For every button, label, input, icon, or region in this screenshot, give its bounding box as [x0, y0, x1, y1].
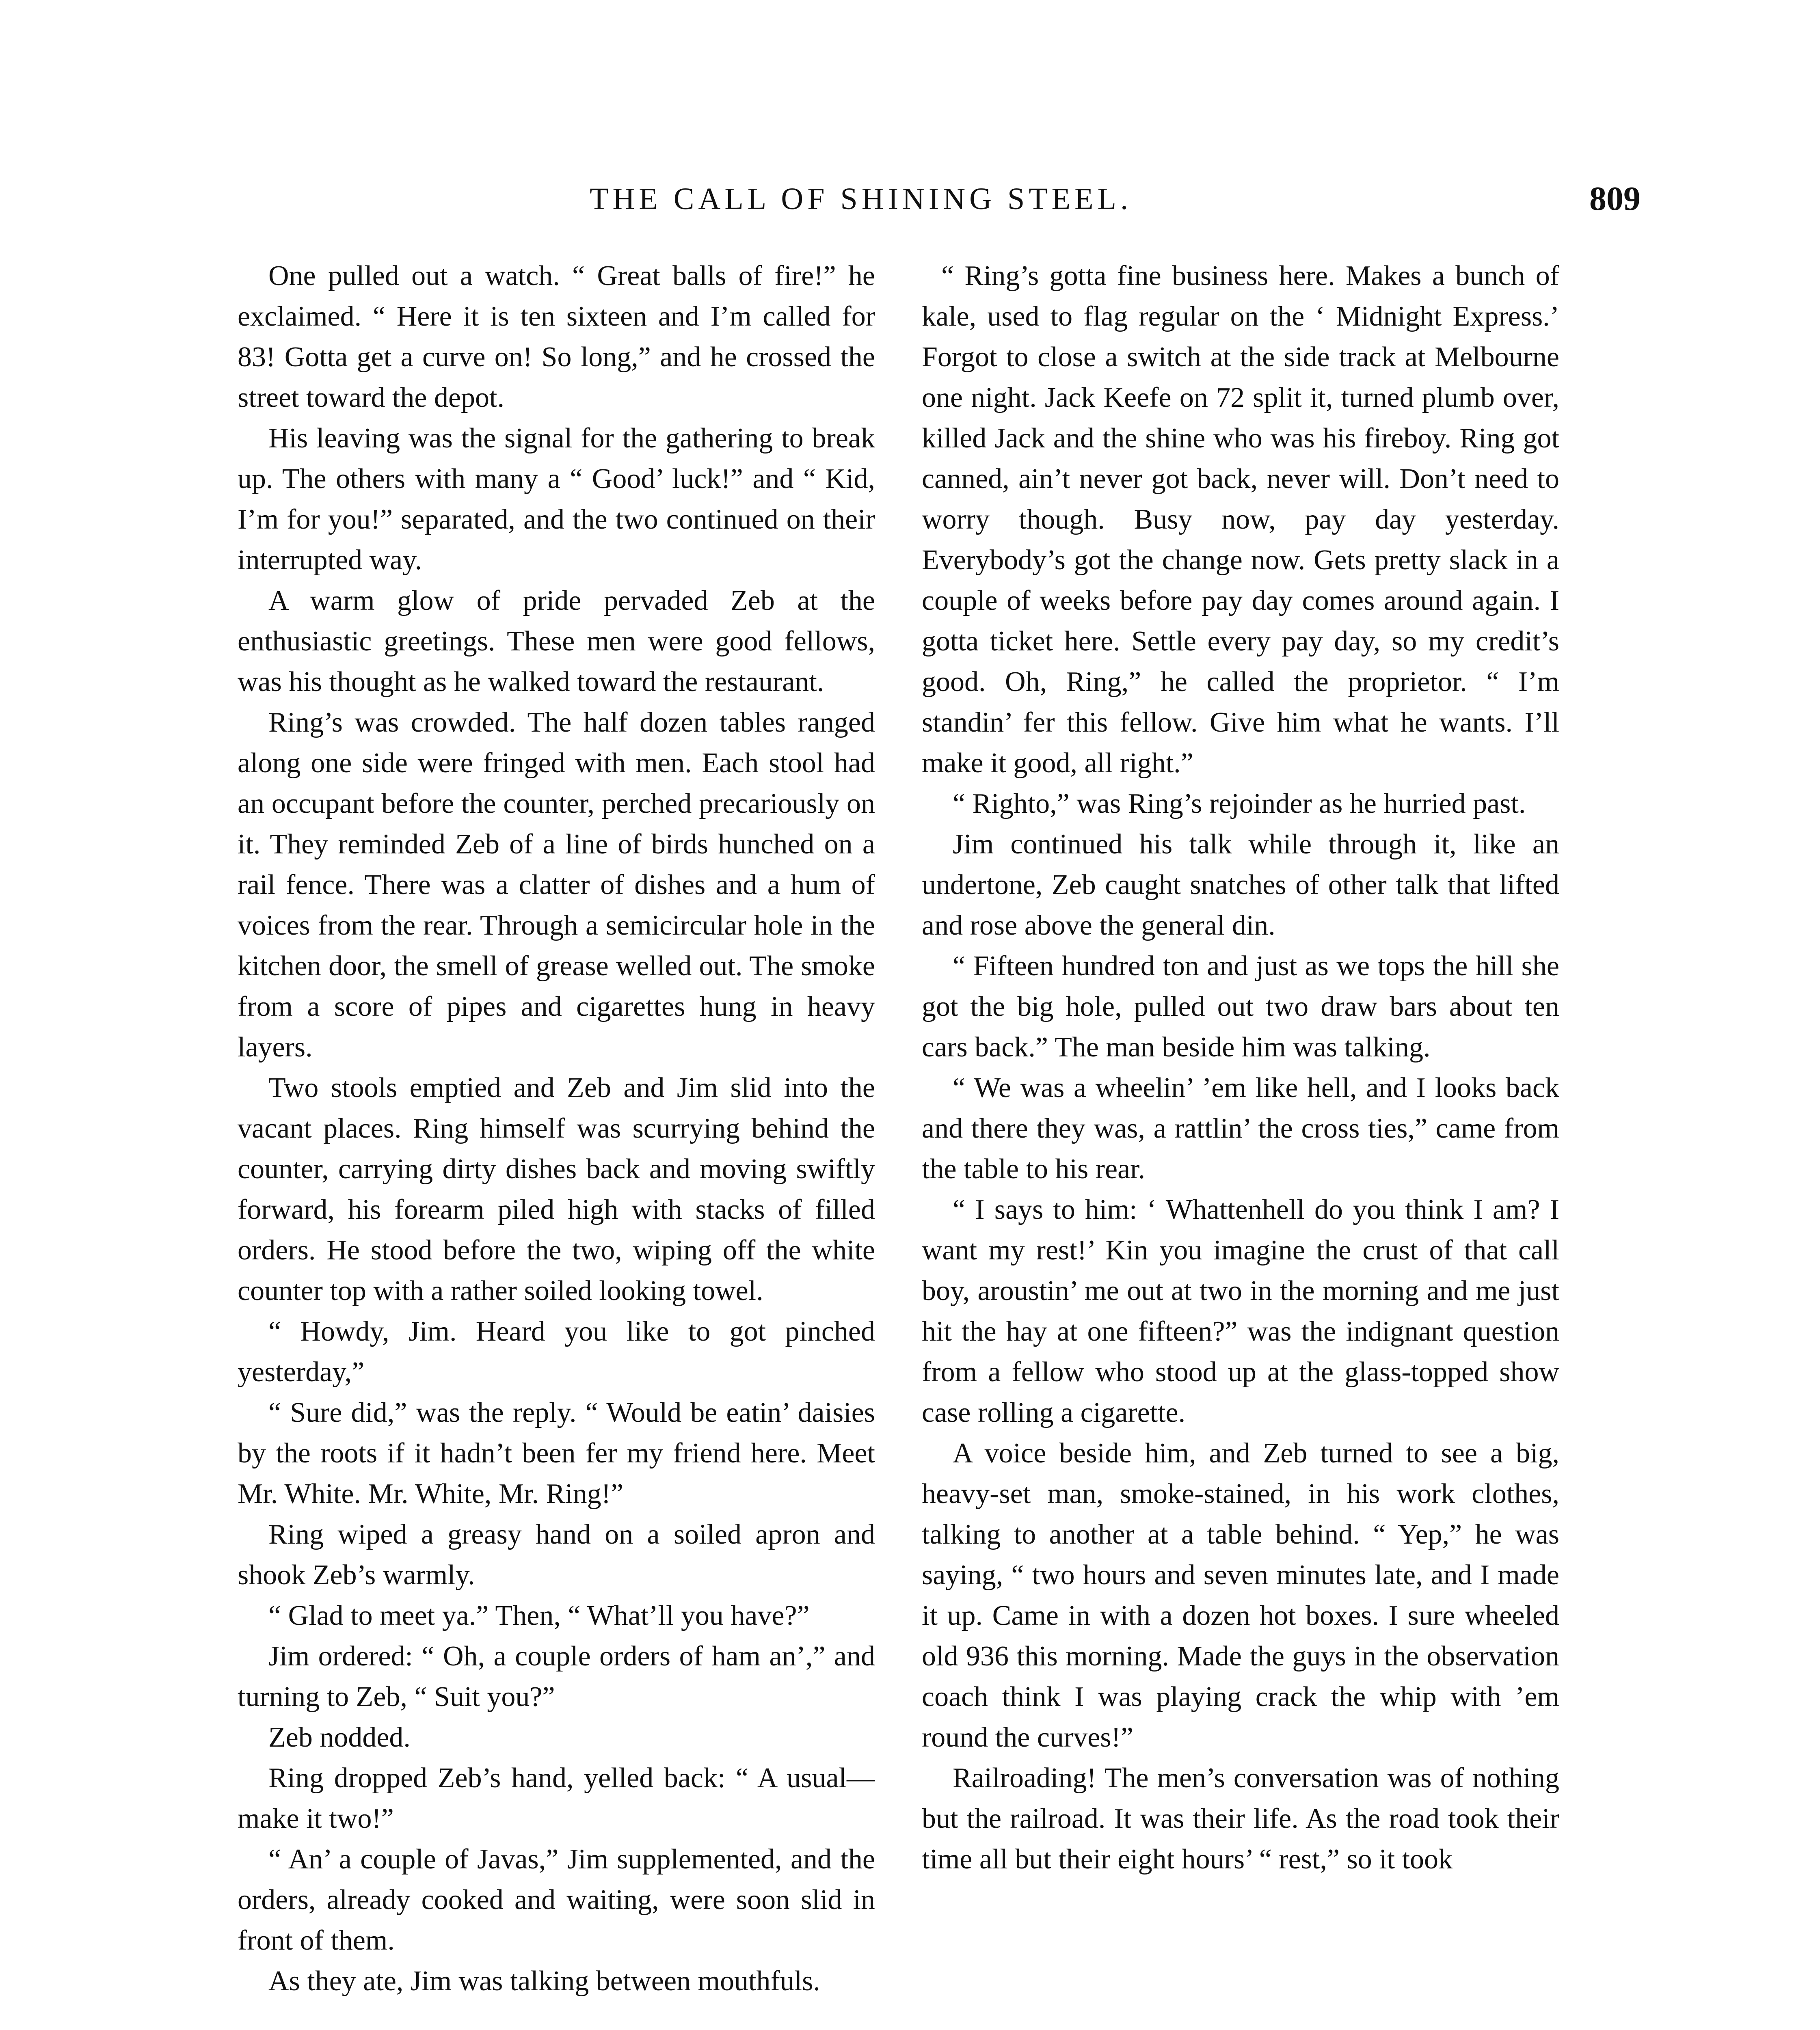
paragraph: “ I says to him: ‘ Whattenhell do you think I am? I want my rest!’ Kin you imagine the crust of that call boy, aroustin’ me out at two in the morning and me just hit the hay at one fifteen?” was the indignant question from a fellow who stood up at the glass-topped show case rolling a cigarette.: [922, 1194, 1559, 1428]
paragraph: Ring wiped a greasy hand on a soiled apron and shook Zeb’s warmly.: [238, 1519, 875, 1591]
paragraph: His leaving was the signal for the gathering to break up. The others with many a “ Good’ luck!” and “ Kid, I’m for you!” separated, and the two continued on their interrupted way.: [238, 423, 875, 576]
paragraph: “ We was a wheelin’ ’em like hell, and I looks back and there they was, a rattlin’ the cross ties,” came from the table to his rear.: [922, 1072, 1559, 1185]
paragraph: “ Glad to meet ya.” Then, “ What’ll you have?”: [268, 1600, 810, 1631]
paragraph: “ Righto,” was Ring’s rejoinder as he hurried past.: [953, 788, 1526, 819]
paragraph: “ Howdy, Jim. Heard you like to got pinched yesterday,”: [238, 1316, 875, 1388]
paragraph: “ Fifteen hundred ton and just as we tops the hill she got the big hole, pulled out two draw bars about ten cars back.” The man beside him was talking.: [922, 950, 1559, 1063]
paragraph: A voice beside him, and Zeb turned to see a big, heavy-set man, smoke-stained, in his work clothes, talking to another at a table behind. “ Yep,” he was saying, “ two hours and seven minutes late, and I made it up. Came in with a dozen hot boxes. I sure wheeled old 936 this morning. Made the guys in the observation coach think I was playing crack the whip with ’em round the curves!”: [922, 1438, 1559, 1753]
paragraph: Ring dropped Zeb’s hand, yelled back: “ A usual—make it two!”: [238, 1762, 875, 1834]
paragraph: Railroading! The men’s conversation was of nothing but the railroad. It was their life. As the road took their time all but their eight hours’ “ rest,” so it took: [922, 1762, 1559, 1875]
paragraph: “ Sure did,” was the reply. “ Would be eatin’ daisies by the roots if it hadn’t been fer my friend here. Meet Mr. White. Mr. White, Mr. Ring!”: [238, 1397, 875, 1510]
paragraph: As they ate, Jim was talking between mouthfuls.: [268, 1965, 820, 1997]
paragraph: A warm glow of pride pervaded Zeb at the enthusiastic greetings. These men were good fellows, was his thought as he walked toward the restaurant.: [238, 585, 875, 698]
paragraph: Jim ordered: “ Oh, a couple orders of ham an’,” and turning to Zeb, “ Suit you?”: [238, 1641, 875, 1713]
left-text-column: [238, 256, 875, 2030]
paragraph: Ring’s was crowded. The half dozen tables ranged along one side were fringed with men. Each stool had an occupant before the counter, perched precariously on it. They reminded Zeb of a line of birds hunched on a rail fence. There was a clatter of dishes and a hum of voices from the rear. Through a semicircular hole in the kitchen door, the smell of grease welled out. The smoke from a score of pipes and cigarettes hung in heavy layers.: [238, 707, 875, 1063]
paragraph: One pulled out a watch. “ Great balls of fire!” he exclaimed. “ Here it is ten sixteen and I’m called for 83! Gotta get a curve on! So long,” and he crossed the street toward the depot.: [238, 260, 875, 413]
running-title: THE CALL OF SHINING STEEL.: [590, 182, 1132, 216]
paragraph: Jim continued his talk while through it, like an undertone, Zeb caught snatches of other talk that lifted and rose above the general din.: [922, 829, 1559, 941]
paragraph: Zeb nodded.: [268, 1722, 411, 1753]
page-number: 809: [1589, 180, 1641, 218]
page-header: [0, 175, 1820, 223]
paragraph: Two stools emptied and Zeb and Jim slid into the vacant places. Ring himself was scurrying behind the counter, carrying dirty dishes back and moving swiftly forward, his forearm piled high with stacks of filled orders. He stood before the two, wiping off the white counter top with a rather soiled looking towel.: [238, 1072, 875, 1307]
paragraph: “ An’ a couple of Javas,” Jim supplemented, and the orders, already cooked and waiting, were soon slid in front of them.: [238, 1844, 875, 1956]
paragraph: “ Ring’s gotta fine business here. Makes a bunch of kale, used to flag regular on the ‘ Midnight Express.’ Forgot to close a switch at the side track at Melbourne one night. Jack Keefe on 72 split it, turned plumb over, killed Jack and the shine who was his fireboy. Ring got canned, ain’t never got back, never will. Don’t need to worry though. Busy now, pay day yesterday. Everybody’s got the change now. Gets pretty slack in a couple of weeks before pay day comes around again. I gotta ticket here. Settle every pay day, so my credit’s good. Oh, Ring,” he called the proprietor. “ I’m standin’ fer this fellow. Give him what he wants. I’ll make it good, all right.”: [922, 260, 1559, 779]
right-text-column: [922, 256, 1559, 2030]
